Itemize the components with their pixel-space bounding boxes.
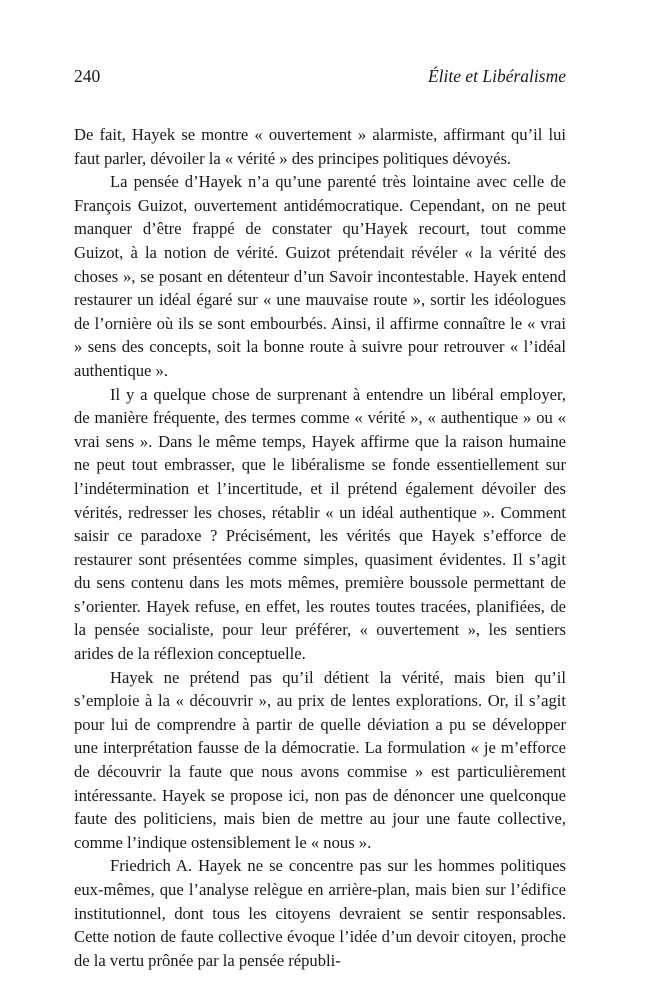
- body-text: [74, 123, 566, 972]
- paragraph-5: Friedrich A. Hayek ne se concentre pas sur les hommes politiques eux-mêmes, que l’analyse relègue en arrière-plan, mais bien sur l’édifice institutionnel, dont tous les citoyens devraient se sentir responsables. Cette notion de faute collective évoque l’idée d’un devoir citoyen, proche de la vertu prônée par la pensée républi-: [74, 856, 566, 970]
- paragraph-1: De fait, Hayek se montre « ouvertement » alarmiste, affirmant qu’il lui faut parler, dévoiler la « vérité » des principes politiques dévoyés.: [74, 125, 566, 168]
- paragraph-2: La pensée d’Hayek n’a qu’une parenté très lointaine avec celle de François Guizot, ouvertement antidémocratique. Cependant, on ne peut manquer d’être frappé de constater qu’Hayek recourt, tout comme Guizot, à la notion de vérité. Guizot prétendait révéler « la vérité des choses », se posant en détenteur d’un Savoir incontestable. Hayek entend restaurer un idéal égaré sur « une mauvaise route », sortir les idéologues de l’ornière où ils se sont embourbés. Ainsi, il affirme connaître le « vrai » sens des concepts, soit la bonne route à suivre pour retrouver « l’idéal authentique ».: [74, 172, 566, 380]
- paragraph-3: Il y a quelque chose de surprenant à entendre un libéral employer, de manière fréquente, des termes comme « vérité », « authentique » ou « vrai sens ». Dans le même temps, Hayek affirme que la raison humaine ne peut tout embrasser, que le libéralisme se fonde essentiellement sur l’indétermination et l’incertitude, et il prétend également dévoiler des vérités, redresser les choses, rétablir « un idéal authentique ». Comment saisir ce paradoxe ? Précisément, les vérités que Hayek s’efforce de restaurer sont présentées comme simples, quasiment évidentes. Il s’agit du sens contenu dans les mots mêmes, première boussole permettant de s’orienter. Hayek refuse, en effet, les routes toutes tracées, planifiées, de la pensée socialiste, pour leur préférer, « ouvertement », les sentiers arides de la réflexion conceptuelle.: [74, 384, 566, 664]
- running-head: [74, 66, 566, 90]
- paragraph-4: Hayek ne prétend pas qu’il détient la vérité, mais bien qu’il s’emploie à la « découvrir », au prix de lentes explorations. Or, il s’agit pour lui de comprendre à partir de quelle déviation a pu se développer une interprétation fausse de la démocratie. La formulation « je m’efforce de découvrir la faute que nous avons commise » est particulièrement intéressante. Hayek se propose ici, non pas de dénoncer une quelconque faute des politiciens, mais bien de mettre au jour une faute collective, comme l’indique ostensiblement le « nous ».: [74, 667, 566, 852]
- running-title: Élite et Libéralisme: [427, 66, 566, 86]
- book-page: [74, 0, 566, 996]
- page-number: 240: [74, 66, 101, 86]
